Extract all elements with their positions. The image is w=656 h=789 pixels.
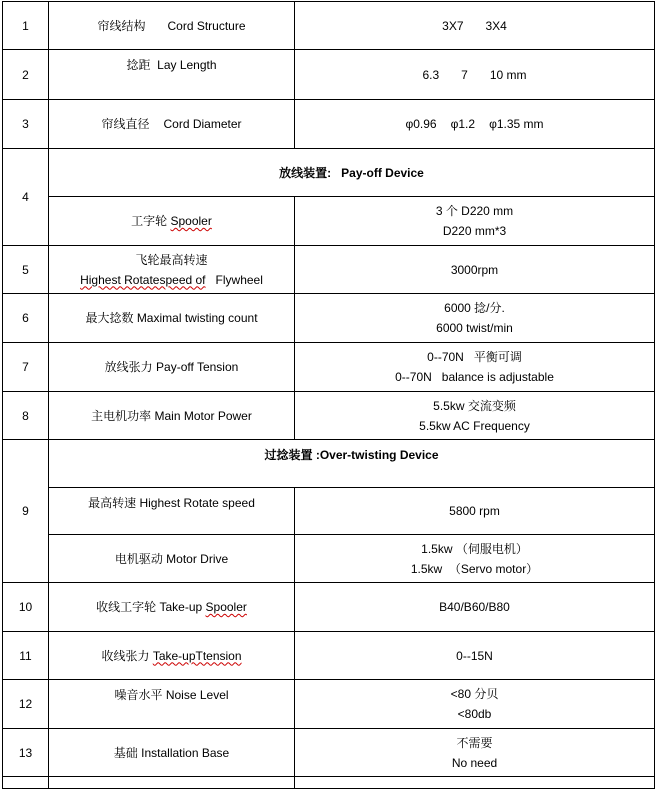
item-value (295, 535, 655, 583)
table-row (3, 535, 655, 583)
item-label-en: Maximal twisting count (136, 311, 258, 325)
item-value (295, 50, 655, 100)
row-number: 5 (3, 246, 49, 294)
table-row (3, 149, 655, 197)
item-label (49, 197, 295, 246)
row-number: 7 (3, 343, 49, 392)
table-row (3, 100, 655, 149)
item-label (49, 343, 295, 392)
item-label-en: Installation Base (141, 745, 230, 760)
value-line-2: <80db (457, 707, 492, 721)
value-line-1: 不需要 (456, 735, 493, 750)
item-label-en-b: Flywheel (215, 272, 263, 287)
value-line-1: 0--70N 平衡可调 (427, 350, 522, 364)
item-value (295, 2, 655, 50)
row-number: 13 (3, 729, 49, 777)
value-1: φ0.96 (405, 117, 437, 131)
value-line-1: 1.5kw （伺服电机） (421, 541, 528, 556)
item-value (295, 197, 655, 246)
table-row (3, 294, 655, 343)
row-number: 4 (3, 149, 49, 246)
section-title-en: :Over-twisting Device (315, 448, 439, 462)
row-number: 9 (3, 440, 49, 583)
value-line-2: D220 mm*3 (442, 224, 507, 238)
item-label-line-2 (49, 270, 294, 290)
item-label-line-1: 飞轮最高转速 (135, 252, 208, 267)
item-label (49, 729, 295, 777)
table-row (3, 729, 655, 777)
item-label (49, 680, 295, 729)
value-line-2: 6000 twist/min (436, 321, 513, 335)
item-label (49, 583, 295, 632)
item-label-cn: 捻距 (126, 58, 151, 72)
table-row-partial (3, 777, 655, 789)
item-value (295, 343, 655, 392)
value-2: 3X4 (485, 18, 507, 33)
item-label-cn: 帘线直径 (101, 117, 150, 131)
item-label-en: Main Motor Power (154, 408, 252, 423)
value-line-1: 6000 捻/分. (444, 301, 505, 315)
item-value (295, 729, 655, 777)
row-number-empty (3, 777, 49, 789)
item-label-cn: 收线工字轮 (96, 600, 157, 614)
value-line-2: No need (451, 755, 498, 770)
item-label (49, 246, 295, 294)
item-label-en: Spooler (170, 214, 212, 228)
value-1: 6.3 (422, 67, 440, 82)
row-number: 3 (3, 100, 49, 149)
table-row (3, 50, 655, 100)
value-3: 10 mm (489, 67, 527, 82)
value-line-1: 5.5kw 交流变频 (433, 398, 516, 413)
item-value (295, 294, 655, 343)
table-row (3, 632, 655, 680)
item-label-en-a: Highest Rotatespeed of (80, 272, 206, 287)
section-header (49, 440, 655, 488)
row-number: 12 (3, 680, 49, 729)
item-label-cn: 噪音水平 (114, 688, 163, 702)
row-number: 2 (3, 50, 49, 100)
row-number: 1 (3, 2, 49, 50)
item-label (49, 294, 295, 343)
item-label (49, 632, 295, 680)
row-number: 11 (3, 632, 49, 680)
item-value: 0--15N (295, 632, 655, 680)
table-row (3, 2, 655, 50)
value-3: φ1.35 mm (489, 117, 544, 131)
section-title-cn: 放线装置: (279, 165, 332, 180)
item-label-en: Take-upTtension (152, 648, 242, 663)
section-title-cn: 过捻装置 (264, 448, 313, 462)
item-label-cn: 主电机功率 (91, 408, 152, 423)
table-row (3, 197, 655, 246)
item-label-en: Motor Drive (166, 551, 229, 566)
value-line-2: 0--70N balance is adjustable (395, 370, 554, 384)
item-label (49, 392, 295, 440)
value-1: 3X7 (442, 18, 464, 33)
item-label (49, 50, 295, 100)
item-label-cn: 电机驱动 (114, 551, 163, 566)
table-row (3, 392, 655, 440)
item-value: 3000rpm (295, 246, 655, 294)
item-value (295, 100, 655, 149)
item-label-cn: 最高转速 (88, 496, 137, 510)
item-label-en: Noise Level (165, 688, 229, 702)
item-label-en: Highest Rotate speed (139, 496, 255, 510)
value-line-2: 1.5kw （Servo motor） (410, 561, 539, 576)
item-value (295, 680, 655, 729)
row-number: 10 (3, 583, 49, 632)
value-2: 7 (461, 67, 468, 82)
item-label (49, 100, 295, 149)
table-row (3, 440, 655, 488)
item-label-en: Cord Structure (167, 18, 246, 33)
item-value: 5800 rpm (295, 488, 655, 535)
table-row (3, 680, 655, 729)
value-line-1: 3 个 D220 mm (435, 204, 514, 218)
item-label-cn: 帘线结构 (97, 18, 146, 33)
row-number: 6 (3, 294, 49, 343)
table-row (3, 488, 655, 535)
section-title-en: Pay-off Device (341, 165, 424, 180)
item-label-cn: 放线张力 (104, 360, 153, 374)
item-value: B40/B60/B80 (295, 583, 655, 632)
item-label-cn: 基础 (113, 745, 138, 760)
item-label-cn: 收线张力 (101, 648, 150, 663)
item-label-empty (49, 777, 295, 789)
item-label (49, 488, 295, 535)
table-row (3, 246, 655, 294)
item-label-en-b: Spooler (205, 600, 247, 614)
table-row (3, 343, 655, 392)
row-number: 8 (3, 392, 49, 440)
item-label-cn: 工字轮 (131, 214, 168, 228)
section-header (49, 149, 655, 197)
value-line-2: 5.5kw AC Frequency (419, 418, 530, 433)
item-label-en-a: Take-up (159, 600, 203, 614)
item-value (295, 392, 655, 440)
item-label-en: Lay Length (157, 58, 217, 72)
spec-table (2, 1, 655, 789)
value-2: φ1.2 (450, 117, 476, 131)
item-label (49, 535, 295, 583)
table-row (3, 583, 655, 632)
value-line-1: <80 分贝 (450, 687, 499, 701)
item-label (49, 2, 295, 50)
item-value-empty (295, 777, 655, 789)
item-label-en: Pay-off Tension (156, 360, 239, 374)
item-label-en: Cord Diameter (163, 117, 242, 131)
item-label-cn: 最大捻数 (85, 311, 134, 325)
